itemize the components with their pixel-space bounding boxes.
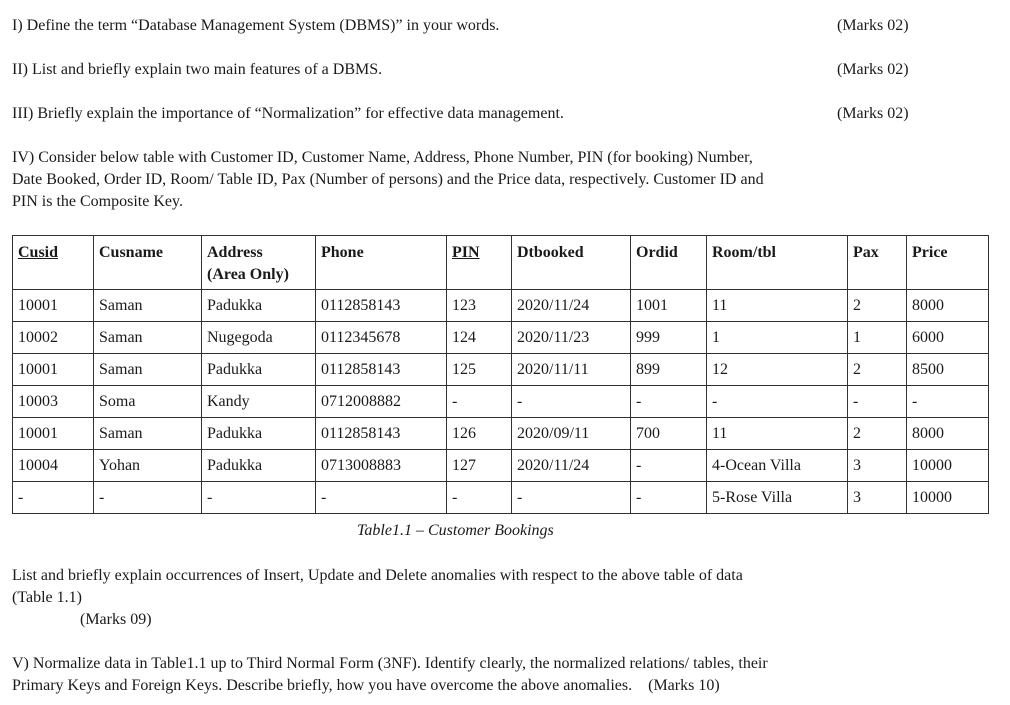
question-1-marks: (Marks 02) [837,17,909,34]
cell-ordid: - [631,482,707,514]
cell-price: 6000 [907,322,989,354]
cell-cusid: 10001 [13,354,94,386]
question-4-line: Date Booked, Order ID, Room/ Table ID, Pax (Number of persons) and the Price data, respectively. Customer ID and [12,171,764,188]
cell-dtbooked: - [512,482,631,514]
cell-phone: 0112858143 [316,354,447,386]
cell-pin: 123 [447,290,512,322]
question-4-line: IV) Consider below table with Customer ID, Customer Name, Address, Phone Number, PIN (for booking) Number, [12,149,753,166]
anomaly-question-line: List and briefly explain occurrences of Insert, Update and Delete anomalies with respect to the above table of data [12,567,743,584]
cell-address: Nugegoda [202,322,316,354]
cell-dtbooked: 2020/09/11 [512,418,631,450]
header-price: Price [907,236,989,290]
cell-address: Padukka [202,290,316,322]
cell-cusid: 10004 [13,450,94,482]
cell-cusname: Soma [94,386,202,418]
question-4-line: PIN is the Composite Key. [12,193,183,210]
cell-phone: - [316,482,447,514]
question-5-line-text: Primary Keys and Foreign Keys. Describe briefly, how you have overcome the above anomalies. [12,677,633,694]
cell-cusname: Saman [94,290,202,322]
question-5-marks: (Marks 10) [648,677,720,694]
cell-pin: 125 [447,354,512,386]
header-phone: Phone [316,236,447,290]
cell-room-tbl: 11 [707,418,848,450]
cell-room-tbl: 5-Rose Villa [707,482,848,514]
cell-price: 8000 [907,290,989,322]
cell-pax: 2 [848,290,907,322]
question-5 [12,653,972,697]
cell-price: 10000 [907,482,989,514]
cell-ordid: 899 [631,354,707,386]
cell-phone: 0713008883 [316,450,447,482]
header-room-tbl: Room/tbl [707,236,848,290]
question-3: III) Briefly explain the importance of “Normalization” for effective data management. [12,105,564,122]
cell-address: Padukka [202,354,316,386]
header-address [202,236,316,290]
table-row [13,418,989,450]
header-pax: Pax [848,236,907,290]
cell-dtbooked: - [512,386,631,418]
cell-dtbooked: 2020/11/11 [512,354,631,386]
cell-price: - [907,386,989,418]
cell-pin: 126 [447,418,512,450]
cell-room-tbl: 4-Ocean Villa [707,450,848,482]
table-row [13,482,989,514]
header-pin: PIN [447,236,512,290]
header-address-subheader: (Area Only) [207,266,289,283]
cell-price: 8000 [907,418,989,450]
cell-dtbooked: 2020/11/24 [512,290,631,322]
cell-address: Padukka [202,450,316,482]
header-cusname: Cusname [94,236,202,290]
table-row [13,354,989,386]
customer-bookings-table [12,235,989,514]
cell-cusid: 10002 [13,322,94,354]
cell-cusname: Saman [94,418,202,450]
anomaly-question [12,565,972,631]
cell-ordid: 1001 [631,290,707,322]
cell-dtbooked: 2020/11/24 [512,450,631,482]
cell-phone: 0112858143 [316,290,447,322]
cell-ordid: 999 [631,322,707,354]
cell-pax: 3 [848,450,907,482]
cell-cusid: 10001 [13,418,94,450]
cell-cusname: Saman [94,354,202,386]
cell-phone: 0112858143 [316,418,447,450]
cell-cusname: - [94,482,202,514]
cell-cusid: 10003 [13,386,94,418]
header-dtbooked: Dtbooked [512,236,631,290]
cell-room-tbl: 11 [707,290,848,322]
table-caption: Table1.1 – Customer Bookings [357,522,554,539]
cell-cusid: 10001 [13,290,94,322]
cell-pax: 1 [848,322,907,354]
table-row [13,322,989,354]
question-5-line [12,675,972,697]
cell-address: - [202,482,316,514]
cell-ordid: - [631,450,707,482]
question-2-marks: (Marks 02) [837,61,909,78]
cell-pax: 2 [848,354,907,386]
cell-pin: - [447,386,512,418]
question-2: II) List and briefly explain two main features of a DBMS. [12,61,383,78]
cell-pin: - [447,482,512,514]
question-1: I) Define the term “Database Management System (DBMS)” in your words. [12,17,500,34]
cell-pax: - [848,386,907,418]
cell-price: 10000 [907,450,989,482]
anomaly-question-line: (Table 1.1) [12,589,82,606]
question-4 [12,147,972,213]
header-ordid: Ordid [631,236,707,290]
cell-pin: 127 [447,450,512,482]
table-row [13,290,989,322]
table-row [13,386,989,418]
cell-price: 8500 [907,354,989,386]
cell-address: Kandy [202,386,316,418]
question-3-marks: (Marks 02) [837,105,909,122]
cell-room-tbl: 1 [707,322,848,354]
table-row [13,450,989,482]
cell-cusname: Saman [94,322,202,354]
cell-room-tbl: - [707,386,848,418]
question-5-line: V) Normalize data in Table1.1 up to Third Normal Form (3NF). Identify clearly, the normalized relations/ tables, their [12,655,768,672]
cell-ordid: - [631,386,707,418]
cell-pin: 124 [447,322,512,354]
header-address-label: Address [207,244,263,261]
cell-pax: 2 [848,418,907,450]
table-header-row [13,236,989,290]
anomaly-question-marks: (Marks 09) [80,611,152,628]
cell-cusid: - [13,482,94,514]
cell-dtbooked: 2020/11/23 [512,322,631,354]
cell-phone: 0112345678 [316,322,447,354]
header-cusid: Cusid [13,236,94,290]
cell-phone: 0712008882 [316,386,447,418]
cell-ordid: 700 [631,418,707,450]
cell-cusname: Yohan [94,450,202,482]
cell-room-tbl: 12 [707,354,848,386]
cell-pax: 3 [848,482,907,514]
cell-address: Padukka [202,418,316,450]
